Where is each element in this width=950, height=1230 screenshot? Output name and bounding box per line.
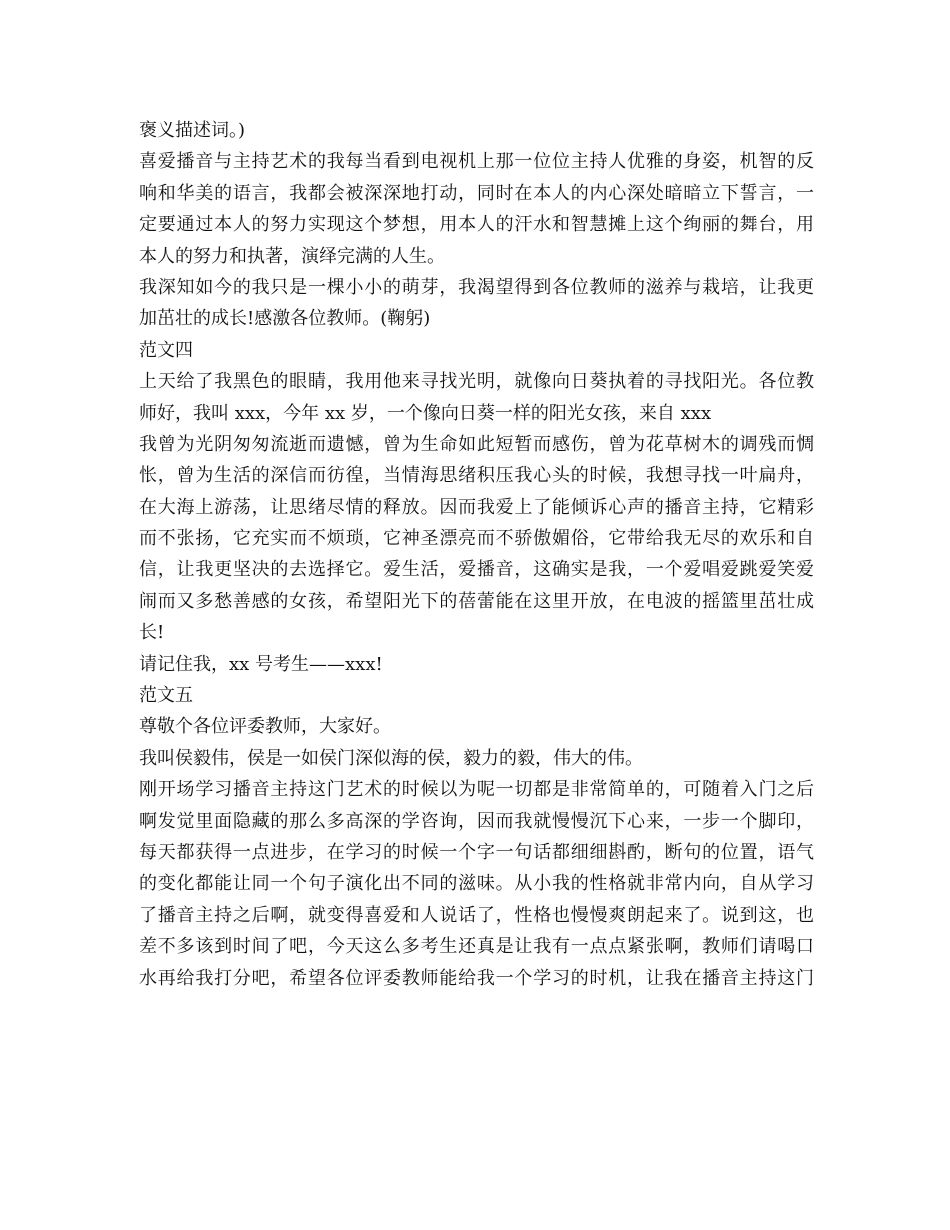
text-line: 水再给我打分吧，希望各位评委教师能给我一个学习的时机，让我在播音主持这门 (139, 967, 814, 989)
text-line: 尊敬个各位评委教师，大家好。 (139, 716, 391, 738)
text-line: 我深知如今的我只是一棵小小的萌芽，我渴望得到各位教师的滋养与栽培，让我更 (139, 276, 814, 298)
text-line: 我叫侯毅伟，侯是一如侯门深似海的侯，毅力的毅，伟大的伟。 (139, 747, 643, 769)
text-line: 本人的努力和执著，演绎完满的人生。 (139, 245, 445, 267)
text-line: 请记住我，xx 号考生——xxx! (139, 653, 383, 675)
text-line: 怅，曾为生活的深信而彷徨，当情海思绪积压我心头的时候，我想寻找一叶扁舟， (139, 465, 814, 487)
text-line: 的变化都能让同一个句子演化出不同的滋味。从小我的性格就非常内向，自从学习 (139, 873, 814, 895)
text-line: 长! (139, 622, 165, 644)
section-heading: 范文四 (139, 339, 193, 361)
text-line: 差不多该到时间了吧，今天这么多考生还真是让我有一点点紧张啊，教师们请喝口 (139, 936, 814, 958)
text-line: 我曾为光阴匆匆流逝而遗憾，曾为生命如此短暂而感伤，曾为花草树木的调残而惆 (139, 433, 814, 455)
document-body (139, 115, 814, 994)
text-line: 每天都获得一点进步，在学习的时候一个字一句话都细细斟酌，断句的位置，语气 (139, 841, 814, 863)
text-line: 了播音主持之后啊，就变得喜爱和人说话了，性格也慢慢爽朗起来了。说到这，也 (139, 904, 814, 926)
text-line: 加茁壮的成长!感激各位教师。(鞠躬) (139, 308, 431, 330)
text-line: 喜爱播音与主持艺术的我每当看到电视机上那一位位主持人优雅的身姿，机智的反 (139, 151, 814, 173)
text-line: 而不张扬，它充实而不烦琐，它神圣漂亮而不骄傲媚俗，它带给我无尽的欢乐和自 (139, 528, 814, 550)
text-line: 闹而又多愁善感的女孩，希望阳光下的蓓蕾能在这里开放，在电波的摇篮里茁壮成 (139, 590, 814, 612)
text-line: 上天给了我黑色的眼睛，我用他来寻找光明，就像向日葵执着的寻找阳光。各位教 (139, 371, 814, 393)
text-line: 师好，我叫 xxx，今年 xx 岁，一个像向日葵一样的阳光女孩，来自 xxx (139, 402, 712, 424)
text-line: 啊发觉里面隐藏的那么多高深的学咨询，因而我就慢慢沉下心来，一步一个脚印， (139, 810, 814, 832)
text-line: 响和华美的语言，我都会被深深地打动，同时在本人的内心深处暗暗立下誓言，一 (139, 182, 814, 204)
text-line: 在大海上游荡，让思绪尽情的释放。因而我爱上了能倾诉心声的播音主持，它精彩 (139, 496, 814, 518)
text-line: 刚开场学习播音主持这门艺术的时候以为呢一切都是非常简单的，可随着入门之后 (139, 779, 814, 801)
text-line: 褒义描述词。) (139, 120, 246, 141)
section-heading: 范文五 (139, 685, 193, 707)
text-line: 信，让我更坚决的去选择它。爱生活，爱播音，这确实是我，一个爱唱爱跳爱笑爱 (139, 559, 814, 581)
text-line: 定要通过本人的努力实现这个梦想，用本人的汗水和智慧摊上这个绚丽的舞台，用 (139, 214, 814, 236)
